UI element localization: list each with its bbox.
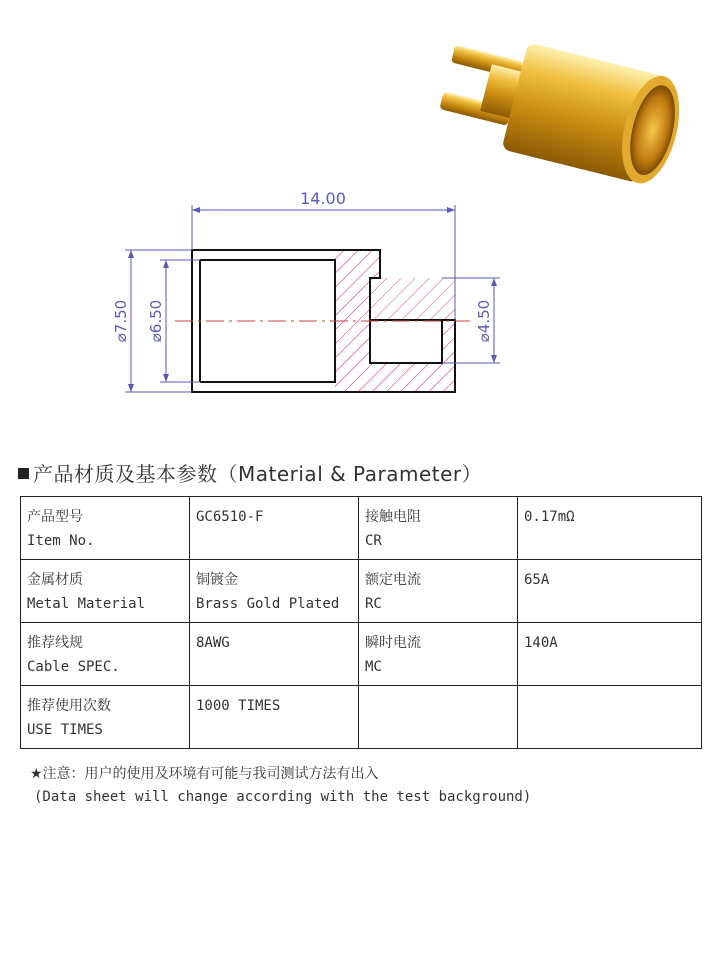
param-label-cn: 推荐线规 bbox=[27, 635, 83, 651]
table-cell bbox=[359, 497, 518, 560]
param-label-en: CR bbox=[365, 533, 382, 549]
param-label-en: USE TIMES bbox=[27, 722, 103, 738]
param-label-cn: 产品型号 bbox=[27, 509, 83, 525]
param-label-en: RC bbox=[365, 596, 382, 612]
param-label-cn: 推荐使用次数 bbox=[27, 698, 111, 714]
param-value-en: Brass Gold Plated bbox=[196, 596, 340, 612]
param-value: 8AWG bbox=[196, 635, 230, 651]
table-row bbox=[21, 686, 702, 749]
param-label-cn: 额定电流 bbox=[365, 572, 421, 588]
dim-slot-diameter: ⌀4.50 bbox=[475, 299, 493, 343]
dim-length: 14.00 bbox=[300, 189, 346, 208]
table-cell bbox=[359, 686, 518, 749]
table-cell bbox=[518, 560, 702, 623]
param-value: 140A bbox=[524, 635, 558, 651]
table-row bbox=[21, 497, 702, 560]
table-cell bbox=[359, 560, 518, 623]
param-label-en: Metal Material bbox=[27, 596, 146, 612]
table-row bbox=[21, 560, 702, 623]
parameter-table bbox=[20, 496, 702, 749]
param-label-cn: 金属材质 bbox=[27, 572, 83, 588]
param-value: 1000 TIMES bbox=[196, 698, 281, 714]
section-heading bbox=[18, 458, 482, 487]
param-value: 65A bbox=[524, 572, 550, 588]
param-label-en: Cable SPEC. bbox=[27, 659, 120, 675]
table-cell bbox=[359, 623, 518, 686]
dim-inner-diameter: ⌀6.50 bbox=[147, 299, 165, 343]
table-cell bbox=[190, 497, 359, 560]
bullet-square-icon bbox=[18, 468, 29, 479]
param-label-en: Item No. bbox=[27, 533, 95, 549]
section-title: 产品材质及基本参数（Material & Parameter） bbox=[33, 462, 483, 486]
table-cell bbox=[21, 623, 190, 686]
table-cell bbox=[21, 560, 190, 623]
table-cell bbox=[190, 623, 359, 686]
table-cell bbox=[518, 497, 702, 560]
param-label-en: MC bbox=[365, 659, 382, 675]
param-label-cn: 接触电阻 bbox=[365, 509, 421, 525]
table-cell bbox=[190, 560, 359, 623]
disclaimer-cn: ★注意：用户的使用及环境有可能与我司测试方法有出入 bbox=[30, 766, 379, 782]
table-cell bbox=[518, 623, 702, 686]
dim-outer-diameter: ⌀7.50 bbox=[112, 299, 130, 343]
table-cell bbox=[21, 497, 190, 560]
param-value: 0.17mΩ bbox=[524, 509, 575, 525]
param-value: GC6510-F bbox=[196, 509, 264, 525]
disclaimer-en: (Data sheet will change according with the test background) bbox=[34, 789, 532, 805]
param-value: 铜镀金 bbox=[196, 572, 238, 588]
technical-drawing bbox=[0, 180, 720, 410]
param-label-cn: 瞬时电流 bbox=[365, 635, 421, 651]
table-cell bbox=[190, 686, 359, 749]
table-cell bbox=[518, 686, 702, 749]
table-row bbox=[21, 623, 702, 686]
table-cell bbox=[21, 686, 190, 749]
